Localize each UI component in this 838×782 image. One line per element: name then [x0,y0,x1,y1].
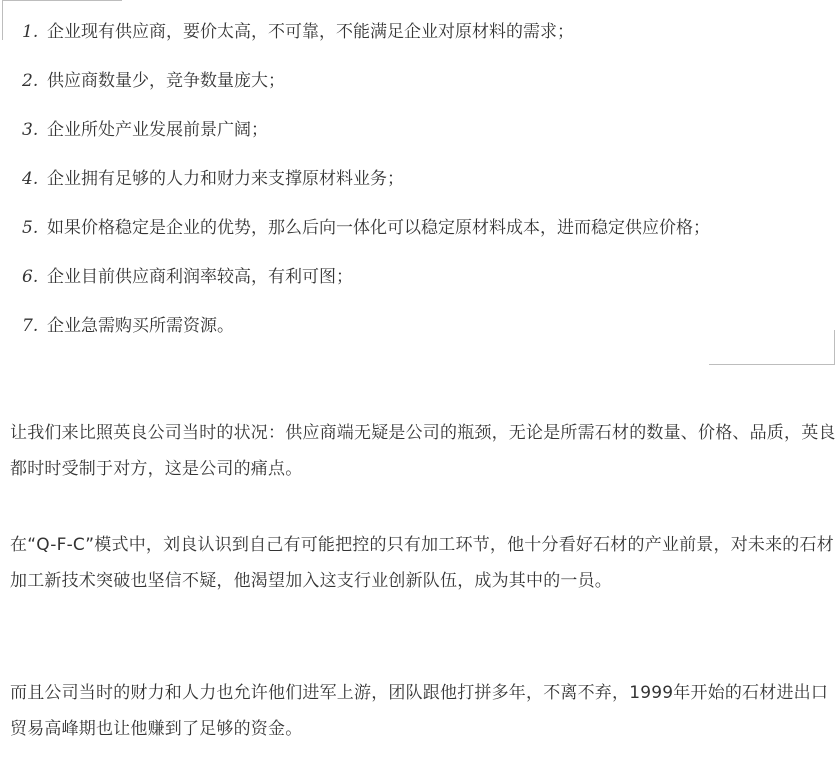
quote-corner-bottom-right-vertical [834,330,835,364]
list-marker: 6. [22,267,39,287]
body-paragraph-1: 让我们来比照英良公司当时的状况：供应商端无疑是公司的瓶颈，无论是所需石材的数量、价格、品质，英良都时时受制于对方，这是公司的痛点。 [10,423,836,479]
list-item-text: 企业所处产业发展前景广阔； [47,120,268,140]
list-item-text: 企业急需购买所需资源。 [47,316,234,336]
list-item-text: 企业现有供应商，要价太高，不可靠，不能满足企业对原材料的需求； [47,22,574,42]
list-marker: 2. [22,71,39,91]
list-marker: 7. [22,316,39,336]
list-item-text: 企业目前供应商利润率较高，有利可图； [47,267,353,287]
body-paragraph-3: 而且公司当时的财力和人力也允许他们进军上游，团队跟他打拼多年，不离不弃，1999年开始的石材进出口贸易高峰期也让他赚到了足够的资金。 [10,683,829,739]
quote-corner-top-left-horizontal [2,0,122,1]
quote-corner-bottom-right-horizontal [709,364,835,365]
list-item-text: 供应商数量少，竞争数量庞大； [47,71,285,91]
body-paragraph-2: 在“Q-F-C”模式中，刘良认识到自己有可能把控的只有加工环节，他十分看好石材的产业前景，对未来的石材加工新技术突破也坚信不疑，他渴望加入这支行业创新队伍，成为其中的一员。 [10,535,834,591]
list-marker: 5. [22,218,39,238]
list-marker: 1. [22,22,39,42]
quote-box [0,0,838,366]
list-item-text: 企业拥有足够的人力和财力来支撑原材料业务； [47,169,404,189]
list-marker: 3. [22,120,39,140]
list-item-text: 如果价格稳定是企业的优势，那么后向一体化可以稳定原材料成本，进而稳定供应价格； [47,218,710,238]
list-marker: 4. [22,169,39,189]
quote-corner-top-left-vertical [2,0,3,40]
